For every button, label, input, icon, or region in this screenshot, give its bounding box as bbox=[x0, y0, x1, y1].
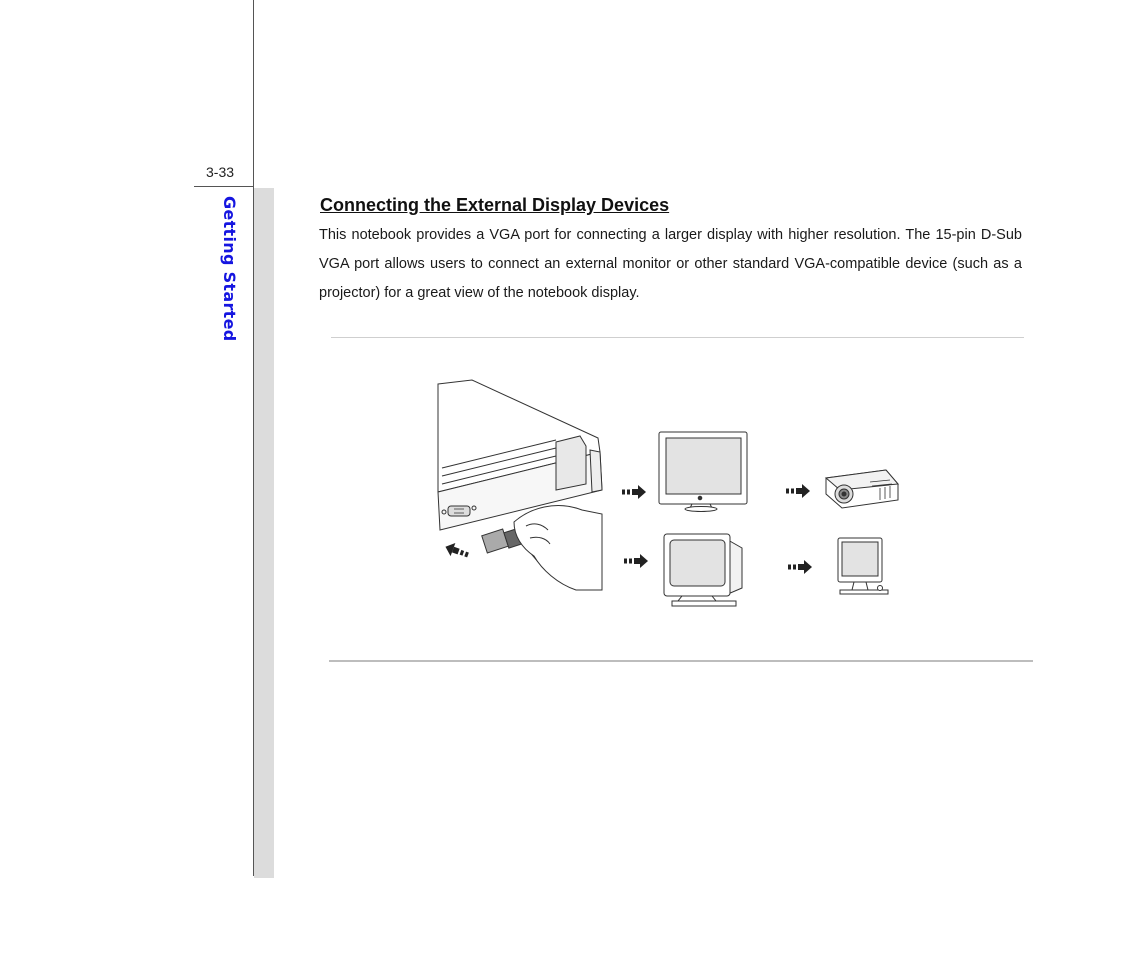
chapter-side-strip bbox=[254, 188, 274, 878]
external-display-illustration bbox=[430, 372, 910, 612]
arrow-icon bbox=[624, 554, 648, 568]
figure-top-rule bbox=[331, 337, 1024, 338]
small-lcd-monitor-icon bbox=[838, 538, 888, 594]
arrow-icon bbox=[786, 484, 810, 498]
crt-monitor-icon bbox=[664, 534, 742, 606]
notebook-rear-icon bbox=[438, 380, 602, 530]
section-title: Connecting the External Display Devices bbox=[320, 195, 670, 215]
figure-bottom-rule bbox=[329, 660, 1033, 662]
page-number-rule bbox=[194, 186, 254, 187]
hand-icon bbox=[514, 506, 602, 590]
lcd-monitor-icon bbox=[659, 432, 747, 512]
projector-icon bbox=[826, 470, 898, 508]
arrow-icon bbox=[443, 540, 470, 561]
page-number: 3-33 bbox=[206, 164, 235, 180]
section-body: This notebook provides a VGA port for connecting a larger display with higher resolution. The 15-pin D-Sub VGA port allows users to connect an external monitor or other standard VGA-compatible device (such as a projector) for a great view of the notebook display. bbox=[319, 227, 1022, 301]
chapter-label: Getting Started bbox=[220, 196, 239, 342]
arrow-icon bbox=[788, 560, 812, 574]
arrow-icon bbox=[622, 485, 646, 499]
